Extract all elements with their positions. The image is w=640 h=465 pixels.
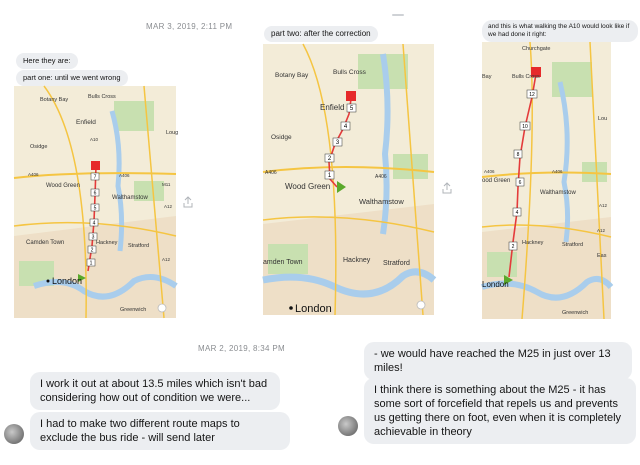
- place-label: Greenwich: [120, 307, 147, 313]
- message-two-route-maps: I had to make two different route maps to exclude the bus ride - will send later: [30, 412, 290, 450]
- road-label: A406: [28, 172, 39, 177]
- timestamp-mar3: MAR 3, 2019, 2:11 PM: [146, 22, 233, 31]
- road-label: A406: [119, 173, 130, 178]
- place-label: Walthamstow: [359, 197, 404, 206]
- road-label: A406: [484, 169, 495, 174]
- place-label: Bay: [482, 74, 492, 80]
- waypoint-4: 4: [515, 210, 519, 216]
- route-map-part-one[interactable]: [14, 86, 179, 318]
- road-label: A406: [265, 170, 277, 176]
- share-icon[interactable]: [182, 196, 194, 208]
- place-label: Hackney: [343, 257, 371, 264]
- road-label: A10: [90, 137, 99, 142]
- waypoint-6: 6: [93, 190, 97, 197]
- waypoint-1: 1: [327, 173, 332, 179]
- waypoint-2: 2: [327, 156, 332, 162]
- end-marker-icon: [91, 161, 100, 170]
- place-label: Stratford: [383, 260, 410, 267]
- place-label: Osidge: [30, 144, 48, 150]
- route-map-part-two[interactable]: [263, 44, 434, 315]
- place-label: Enfield: [320, 103, 345, 112]
- place-label: Camden Town: [26, 240, 65, 246]
- map-part-two-graphic: [263, 44, 434, 315]
- place-label: Loug: [166, 130, 179, 136]
- waypoint-2: 2: [511, 244, 515, 250]
- place-label: Osidge: [271, 134, 292, 141]
- waypoint-5: 5: [349, 106, 354, 112]
- waypoint-10: 10: [522, 124, 528, 130]
- message-m25-forcefield: I think there is something about the M25 - it has some sort of forcefield that repels us and prevents us getting there on foot, even when it is completely achievable in theory: [364, 378, 636, 444]
- place-label: Enfield: [76, 119, 96, 126]
- end-marker-icon: [346, 91, 356, 101]
- share-icon[interactable]: [441, 182, 453, 194]
- place-label: Botany Bay: [275, 72, 309, 79]
- place-label: Wood Green: [46, 183, 80, 189]
- message-here-they-are: Here they are:: [16, 53, 78, 69]
- place-label: Churchgate: [522, 46, 551, 52]
- waypoint-1: 1: [89, 260, 93, 267]
- avatar[interactable]: [338, 416, 358, 436]
- road-label: A12: [164, 204, 173, 209]
- waypoint-2: 2: [90, 247, 94, 254]
- waypoint-6: 6: [518, 180, 522, 186]
- road-label: A12: [599, 203, 608, 208]
- waypoint-12: 12: [529, 92, 535, 98]
- place-label: amden Town: [263, 259, 303, 266]
- place-label: Bulls Cross: [88, 94, 116, 100]
- place-label: Eas: [597, 253, 607, 259]
- place-label: Hackney: [96, 240, 118, 246]
- waypoint-8: 8: [516, 152, 520, 158]
- reaction-icon[interactable]: [158, 304, 166, 312]
- route-map-a10[interactable]: [482, 42, 611, 319]
- message-a10: and this is what walking the A10 would look like if we had done it right:: [482, 20, 638, 42]
- place-label-london: London: [295, 303, 332, 315]
- map-a10-graphic: [482, 42, 611, 319]
- road-label: A406: [552, 169, 563, 174]
- place-label: ood Green: [482, 178, 511, 184]
- place-label: Stratford: [562, 242, 584, 248]
- waypoint-3: 3: [91, 234, 95, 241]
- message-13-5-miles: I work it out at about 13.5 miles which isn't bad considering how out of condition we were...: [30, 372, 280, 410]
- waypoint-4: 4: [92, 220, 96, 227]
- place-label: Stratford: [128, 243, 150, 249]
- place-label: Hackney: [522, 240, 544, 246]
- map-part-one-graphic: [14, 86, 179, 318]
- message-part-two: part two: after the correction: [264, 26, 378, 42]
- message-m25-13-miles: - we would have reached the M25 in just over 13 miles!: [364, 342, 632, 380]
- waypoint-7: 7: [93, 174, 97, 181]
- place-label: Bulls Cross: [333, 69, 366, 76]
- road-label: A12: [597, 228, 606, 233]
- place-label: Botany Bay: [40, 97, 69, 103]
- road-label: M11: [162, 182, 171, 187]
- waypoint-5: 5: [93, 205, 97, 212]
- road-label: A406: [375, 174, 387, 180]
- place-label: Greenwich: [562, 310, 589, 316]
- place-label-london: London: [52, 276, 83, 286]
- place-label: Lou: [598, 116, 608, 122]
- place-label: Wood Green: [285, 182, 331, 191]
- avatar[interactable]: [4, 424, 24, 444]
- waypoint-4: 4: [343, 124, 348, 130]
- timestamp-mar2: MAR 2, 2019, 8:34 PM: [198, 344, 285, 353]
- message-part-one: part one: until we went wrong: [16, 70, 128, 86]
- place-label-london: London: [482, 280, 509, 289]
- reaction-icon[interactable]: [417, 301, 425, 309]
- more-icon[interactable]: [392, 14, 404, 16]
- road-label: A12: [162, 257, 171, 262]
- place-label: Walthamstow: [540, 190, 576, 196]
- place-label: Bulls Cross: [512, 74, 540, 80]
- waypoint-3: 3: [335, 140, 340, 146]
- place-label: Walthamstow: [112, 195, 148, 201]
